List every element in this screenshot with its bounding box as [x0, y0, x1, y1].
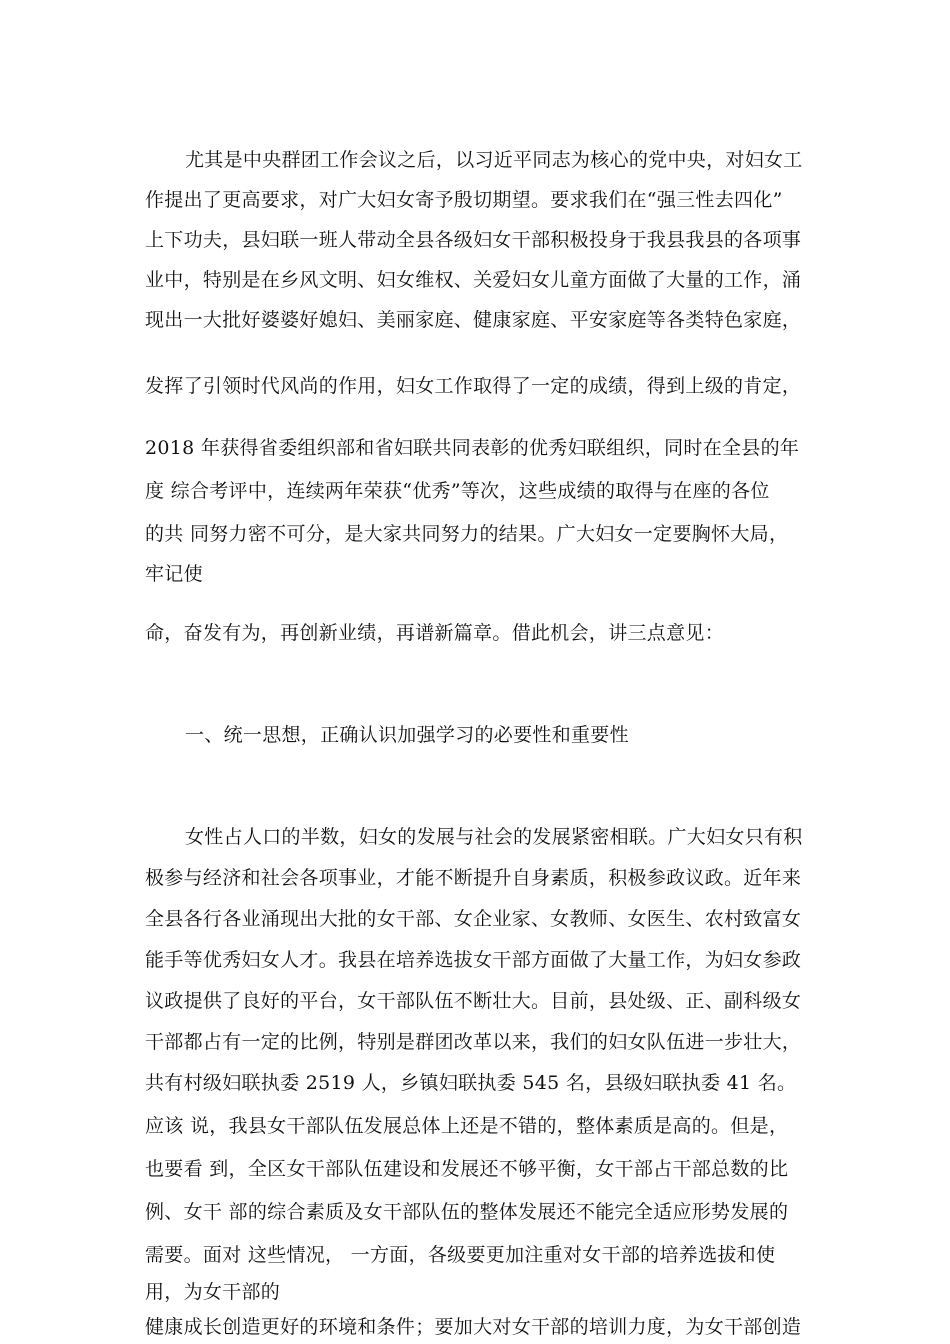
paragraph-2-line-12: 用，为女干部的 — [145, 1281, 281, 1303]
paragraph-2-line-10: 例、女干 部的综合素质及女干部队伍的整体发展还不能完全适应形势发展的 — [145, 1201, 789, 1223]
paragraph-1-line-10: 牢记使 — [145, 563, 203, 585]
paragraph-2-line-4: 能手等优秀妇女人才。我县在培养选拔女干部方面做了大量工作，为妇女参政 — [145, 949, 802, 971]
paragraph-1-line-9: 的共 同努力密不可分，是大家共同努力的结果。广大妇女一定要胸怀大局， — [145, 523, 789, 545]
paragraph-1-line-2: 作提出了更高要求，对广大妇女寄予殷切期望。要求我们在“强三性去四化” — [145, 189, 783, 211]
paragraph-2-line-6: 干部都占有一定的比例，特别是群团改革以来，我们的妇女队伍进一步壮大， — [145, 1031, 802, 1053]
paragraph-2-line-3: 全县各行各业涌现出大批的女干部、女企业家、女教师、女医生、农村致富女 — [145, 908, 802, 930]
paragraph-1-line-5: 现出一大批好婆婆好媳妇、美丽家庭、健康家庭、平安家庭等各类特色家庭， — [145, 309, 802, 331]
paragraph-2-line-7: 共有村级妇联执委 2519 人，乡镇妇联执委 545 名，县级妇联执委 41 名。 — [145, 1072, 797, 1094]
paragraph-2-line-9: 也要看 到，全区女干部队伍建设和发展还不够平衡，女干部占干部总数的比 — [145, 1158, 789, 1180]
paragraph-1-line-11: 命，奋发有为，再创新业绩，再谱新篇章。借此机会，讲三点意见： — [145, 622, 725, 644]
paragraph-2-line-1: 女性占人口的半数，妇女的发展与社会的发展紧密相联。广大妇女只有积 — [185, 826, 803, 848]
paragraph-2-line-13: 健康成长创造更好的环境和条件；要加大对女干部的培训力度，为女干部创造 — [145, 1316, 802, 1338]
paragraph-1-line-3: 上下功夫，县妇联一班人带动全县各级妇女干部积极投身于我县我县的各项事 — [145, 229, 802, 251]
paragraph-2-line-8: 应该 说，我县女干部队伍发展总体上还是不错的，整体素质是高的。但是， — [145, 1115, 789, 1137]
paragraph-1-line-6: 发挥了引领时代风尚的作用，妇女工作取得了一定的成绩，得到上级的肯定， — [145, 375, 802, 397]
paragraph-2-line-5: 议政提供了良好的平台，女干部队伍不断壮大。目前，县处级、正、副科级女 — [145, 990, 802, 1012]
paragraph-2-line-11: 需要。面对 这些情况， 一方面，各级要更加注重对女干部的培养选拔和使 — [145, 1244, 776, 1266]
paragraph-1-line-8: 度 综合考评中，连续两年荣获“优秀”等次，这些成绩的取得与在座的各位 — [145, 480, 770, 502]
paragraph-1-line-7: 2018 年获得省委组织部和省妇联共同表彰的优秀妇联组织，同时在全县的年 — [145, 437, 800, 459]
paragraph-2-line-2: 极参与经济和社会各项事业，才能不断提升自身素质，积极参政议政。近年来 — [145, 867, 802, 889]
paragraph-1-line-1: 尤其是中央群团工作会议之后，以习近平同志为核心的党中央，对妇女工 — [185, 149, 803, 171]
paragraph-1-line-4: 业中，特别是在乡风文明、妇女维权、关爱妇女儿童方面做了大量的工作，涌 — [145, 269, 802, 291]
section-heading-1: 一、统一思想，正确认识加强学习的必要性和重要性 — [185, 724, 629, 746]
